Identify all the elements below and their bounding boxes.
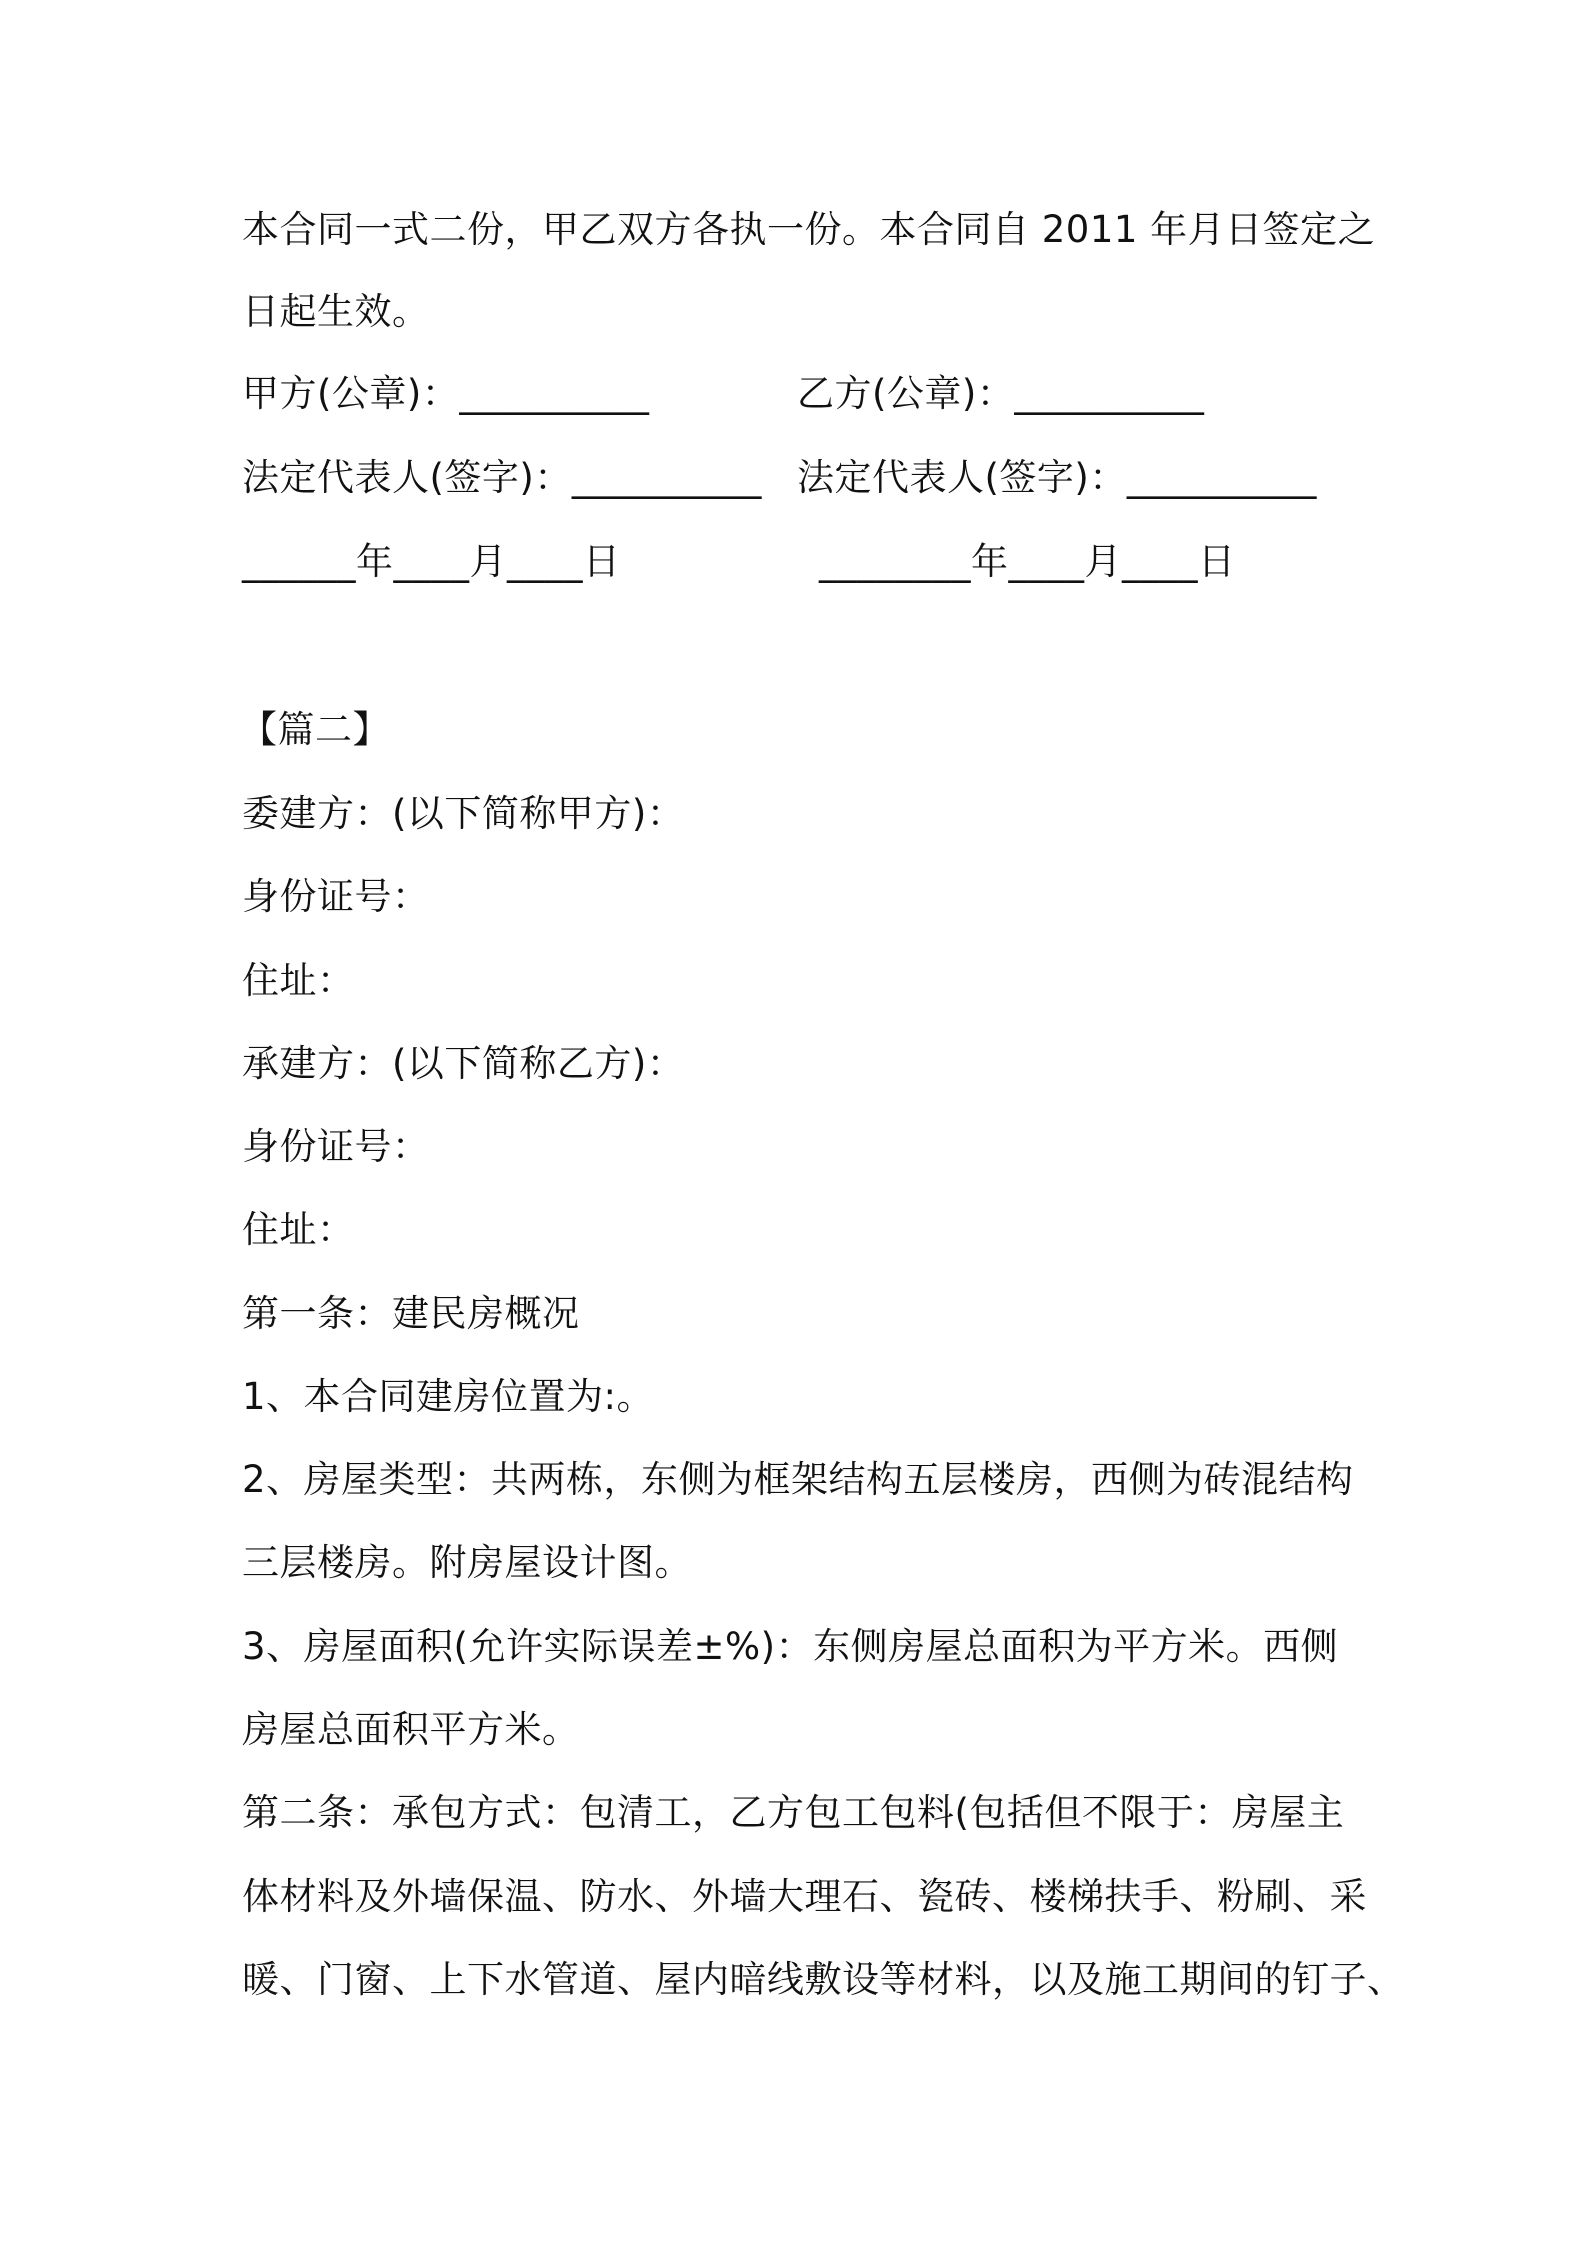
- party-b-seal: 乙方(公章)：__________: [797, 372, 1205, 415]
- article-2-line-3: 暖、门窗、上下水管道、屋内暗线敷设等材料，以及施工期间的钉子、: [242, 1958, 1405, 2001]
- closing-paragraph-line-1: 本合同一式二份，甲乙双方各执一份。本合同自 2011 年月日签定之: [242, 208, 1376, 251]
- section-heading: 【篇二】: [240, 708, 390, 751]
- contractor-id-label: 身份证号：: [242, 1125, 430, 1168]
- party-a-representative: 法定代表人(签字)：__________: [242, 456, 762, 499]
- party-b-date: ________年____月____日: [819, 540, 1236, 583]
- article-2-line-2: 体材料及外墙保温、防水、外墙大理石、瓷砖、楼梯扶手、粉刷、采: [242, 1875, 1367, 1918]
- article-1-title: 第一条：建民房概况: [242, 1292, 580, 1335]
- article-2-line-1: 第二条：承包方式：包清工，乙方包工包料(包括但不限于：房屋主: [242, 1791, 1345, 1834]
- party-b-representative: 法定代表人(签字)：__________: [797, 456, 1317, 499]
- article-1-item-2-line-1: 2、房屋类型：共两栋，东侧为框架结构五层楼房，西侧为砖混结构: [242, 1458, 1354, 1501]
- client-address-label: 住址：: [242, 959, 355, 1002]
- party-a-date: ______年____月____日: [242, 540, 621, 583]
- party-a-seal: 甲方(公章)：__________: [242, 372, 650, 415]
- article-1-item-3-line-2: 房屋总面积平方米。: [242, 1708, 580, 1751]
- client-id-label: 身份证号：: [242, 875, 430, 918]
- contractor-address-label: 住址：: [242, 1208, 355, 1251]
- client-label: 委建方：(以下简称甲方)：: [242, 792, 685, 835]
- article-1-item-2-line-2: 三层楼房。附房屋设计图。: [242, 1541, 692, 1584]
- article-1-item-3-line-1: 3、房屋面积(允许实际误差±%)：东侧房屋总面积为平方米。西侧: [242, 1625, 1339, 1668]
- closing-paragraph-line-2: 日起生效。: [242, 290, 430, 333]
- article-1-item-1: 1、本合同建房位置为:。: [242, 1375, 655, 1418]
- contractor-label: 承建方：(以下简称乙方)：: [242, 1042, 685, 1085]
